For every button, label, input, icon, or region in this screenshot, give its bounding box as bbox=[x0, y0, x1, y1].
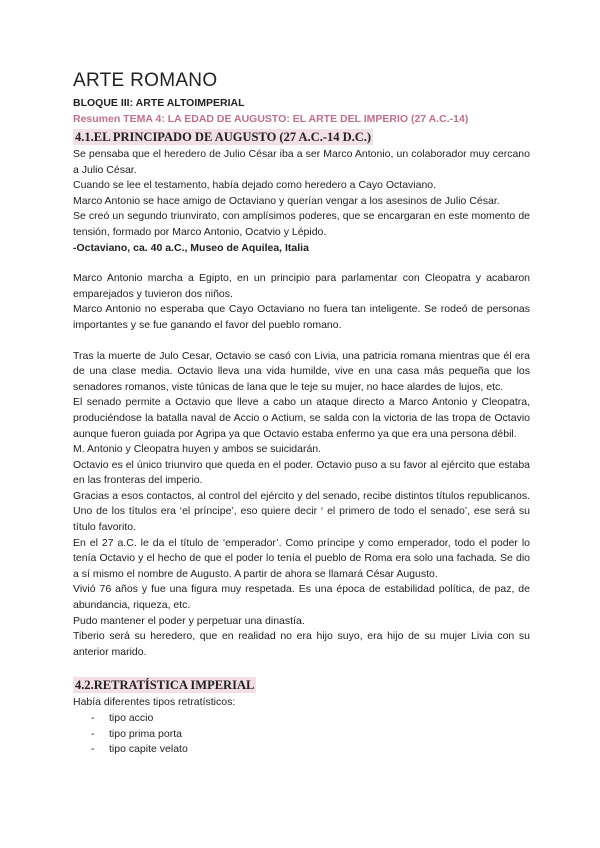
paragraph: Tras la muerte de Julo Cesar, Octavio se casó con Livia, una patricia romana mientras que él era de una clase media. Octavio lleva una vida humilde, vive en una casa más pequeña que los senadores romanos, viste túnicas de lana que le teje su mujer, no hace alardes de lujos, etc. bbox=[73, 349, 530, 393]
list-item-text: tipo accio bbox=[109, 712, 154, 724]
paragraph: Pudo mantener el poder y perpetuar una dinastía. bbox=[73, 614, 305, 627]
paragraph: Gracias a esos contactos, al control del ejército y del senado, recibe distintos títulos republicanos. Uno de los títulos era ‘el príncipe’, eso quiere decir ‘ el primero de todo el senado’, ese será su título favorito. bbox=[73, 489, 530, 534]
list-item bbox=[91, 711, 530, 727]
paragraph: Marco Antonio marcha a Egipto, en un principio para parlamentar con Cleopatra y acabaron emparejados y tuvieron dos niños. bbox=[73, 272, 530, 300]
paragraph: Octavio es el único triunviro que queda en el poder. Octavio puso a su favor al ejército que estaba en las fronteras del imperio. bbox=[73, 458, 530, 487]
paragraph: M. Antonio y Cleopatra huyen y ambos se suicidarán. bbox=[73, 443, 322, 456]
paragraph: Se creó un segundo triunvirato, con amplísimos poderes, que se encargaran en este momento de tensión, formado por Marco Antonio, Ocatvio y Lépido. bbox=[73, 210, 530, 238]
paragraph: Marco Antonio se hace amigo de Octaviano y querían vengar a los asesinos de Julio César. bbox=[73, 194, 500, 207]
spacer bbox=[73, 256, 530, 271]
paragraph: El senado permite a Octavio que lleve a cabo un ataque directo a Marco Antonio y Cleopatra, produciéndose la batalla naval de Accio o Actium, se salda con la victoria de las tropa de Octavio aunque fueron guiada por Agripa ya que Octavio estaba enfermo ya que era una persona débil. bbox=[73, 396, 530, 440]
paragraph: Tiberio será su heredero, que en realidad no era hijo suyo, era hijo de su mujer Livia con su anterior marido. bbox=[73, 630, 530, 658]
list-item-text: tipo capite velato bbox=[109, 743, 188, 756]
paragraph: Se pensaba que el heredero de Julio César iba a ser Marco Antonio, un colaborador muy cercano a Julio César. bbox=[73, 148, 530, 176]
paragraph: Cuando se lee el testamento, había dejado como heredero a Cayo Octaviano. bbox=[73, 179, 437, 192]
paragraph: Vivió 76 años y fue una figura muy respetada. Es una época de estabilidad política, de paz, de abundancia, riqueza, etc. bbox=[73, 583, 530, 612]
document-title: ARTE ROMANO bbox=[73, 70, 218, 91]
section-heading-2: 4.2.RETRATÍSTICA IMPERIAL bbox=[75, 678, 255, 693]
artwork-caption: -Octaviano, ca. 40 a.C., Museo de Aquilea, Italia bbox=[73, 241, 309, 254]
list-item bbox=[91, 727, 530, 743]
spacer bbox=[73, 334, 530, 349]
list-item bbox=[91, 742, 530, 758]
section-heading-1: 4.1.EL PRINCIPADO DE AUGUSTO (27 A.C.-14 D.C.) bbox=[75, 130, 372, 144]
paragraph: En el 27 a.C. le da el título de ‘emperador’. Como príncipe y como emperador, todo el poder lo tenía Octavio y el hecho de que el poder lo tenía el pueblo de Roma era solo una fachada. Se dio a sí mismo el nombre de Augusto. A partir de ahora se llamará César Augusto. bbox=[73, 536, 530, 580]
spacer bbox=[73, 660, 530, 676]
list-item-text: tipo prima porta bbox=[109, 727, 182, 740]
list-marker: - bbox=[91, 712, 95, 724]
block-heading: BLOQUE III: ARTE ALTOIMPERIAL bbox=[73, 97, 245, 109]
paragraph: Marco Antonio no esperaba que Cayo Octaviano no fuera tan inteligente. Se rodeó de personas importantes y se fue ganando el favor del pueblo romano. bbox=[73, 303, 530, 331]
portrait-type-list bbox=[73, 711, 530, 758]
list-marker: - bbox=[91, 727, 95, 740]
paragraph: Había diferentes tipos retratísticos: bbox=[73, 696, 236, 709]
summary-heading: Resumen TEMA 4: LA EDAD DE AUGUSTO: EL ARTE DEL IMPERIO (27 A.C.-14) bbox=[73, 113, 469, 125]
list-marker: - bbox=[91, 743, 95, 756]
